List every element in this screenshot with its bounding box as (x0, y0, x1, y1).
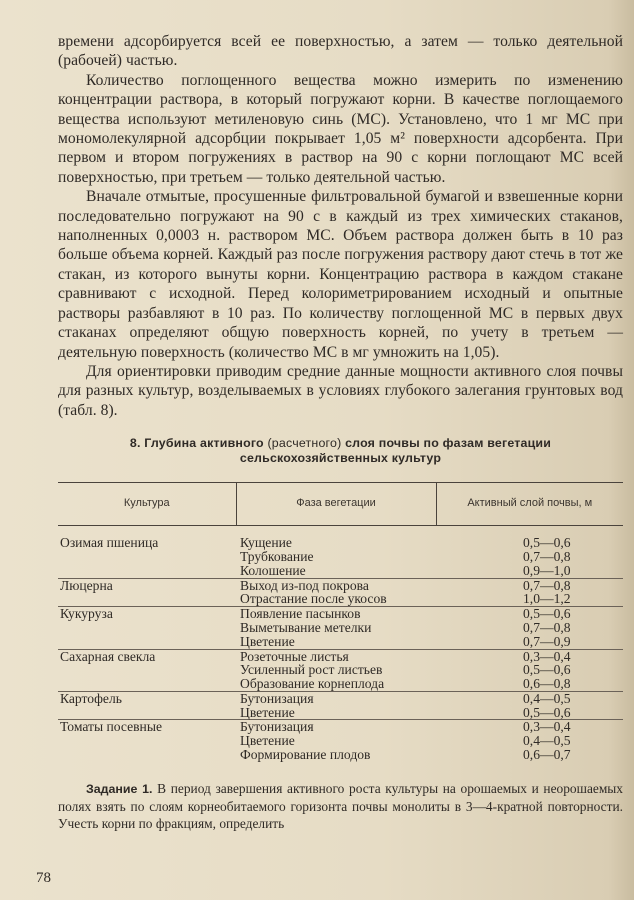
cell-phase: Цветение (240, 704, 295, 720)
table-title-part1: 8. Глубина активного (129, 436, 268, 451)
header-layer: Активный слой почвы, м (436, 483, 623, 526)
cell-crop (58, 621, 236, 635)
cell-phase: Бутонизация (236, 691, 436, 705)
task-text: В период завершения активного роста культуры на орошаемых и неорошаемых полях взять по слоям корнеобитаемого горизонта почвы монолиты в 3—4-кратной повторности. Учесть корни по фракциям, определить (58, 780, 623, 831)
table-row (58, 592, 623, 606)
table-row (58, 734, 623, 748)
table-title-light: (расчетного) (267, 436, 342, 451)
cell-crop (58, 635, 236, 649)
table-row (58, 691, 623, 705)
table-title-part2: слоя почвы по фазам вегетации (341, 436, 552, 451)
cell-crop (58, 550, 236, 564)
cell-layer: 0,5—0,6 (523, 704, 571, 720)
cell-layer: 0,3—0,4 (436, 649, 623, 663)
table-row (58, 748, 623, 762)
table-row (58, 550, 623, 564)
cell-layer: 0,9—1,0 (523, 562, 571, 578)
cell-layer: 0,7—0,8 (523, 548, 571, 564)
page-number: 78 (36, 870, 51, 886)
data-table (58, 482, 623, 762)
table-row (58, 607, 623, 621)
table-body (58, 526, 623, 762)
cell-layer: 1,0—1,2 (523, 591, 571, 607)
table-row (58, 677, 623, 691)
table-header-row (58, 483, 623, 526)
cell-crop: Кукуруза (58, 607, 236, 621)
cell-crop (58, 677, 236, 691)
cell-layer: 0,7—0,8 (523, 619, 571, 635)
cell-phase: Образование корнеплода (240, 676, 385, 692)
cell-phase: Колошение (240, 562, 306, 578)
cell-phase: Цветение (240, 633, 295, 649)
cell-phase: Розеточные листья (236, 649, 436, 663)
cell-layer: 0,5—0,6 (523, 662, 571, 678)
table-row (58, 649, 623, 663)
table-row (58, 706, 623, 720)
cell-phase: Бутонизация (236, 720, 436, 734)
table-row (58, 663, 623, 677)
table-title-line2: сельскохозяйственных культур (239, 451, 442, 466)
cell-layer: 0,7—0,8 (436, 578, 623, 592)
cell-layer: 0,4—0,5 (436, 691, 623, 705)
cell-phase: Выметывание метелки (240, 619, 372, 635)
paragraph-1: времени адсорбируется всей ее поверхностью, а затем — только деятельной (рабочей) частью. (58, 33, 623, 70)
table-row (58, 720, 623, 734)
cell-crop: Люцерна (58, 578, 236, 592)
cell-phase: Кущение (240, 535, 292, 551)
paragraph-4: Для ориентировки приводим средние данные мощности активного слоя почвы для разных культур, возделываемых в условиях глубокого залегания грунтовых вод (табл. 8). (58, 362, 623, 419)
cell-phase: Формирование плодов (240, 747, 371, 763)
cell-crop (58, 706, 236, 720)
cell-crop (58, 748, 236, 762)
task-paragraph (58, 780, 623, 832)
cell-crop (58, 734, 236, 748)
cell-crop: Картофель (58, 691, 236, 705)
table-row (58, 635, 623, 649)
cell-phase: Цветение (240, 733, 295, 749)
cell-phase: Появление пасынков (236, 607, 436, 621)
cell-phase: Трубкование (240, 548, 314, 564)
cell-crop: Озимая пшеница (60, 535, 159, 551)
table-title (58, 436, 623, 466)
table-row (58, 578, 623, 592)
task-label: Задание 1. (86, 781, 153, 796)
cell-layer: 0,7—0,9 (523, 633, 571, 649)
header-phase: Фаза вегетации (236, 483, 436, 526)
cell-layer: 0,5—0,6 (436, 607, 623, 621)
cell-phase: Усиленный рост листьев (240, 662, 383, 678)
cell-phase: Отрастание после укосов (240, 591, 387, 607)
cell-layer: 0,4—0,5 (523, 733, 571, 749)
table-row (58, 621, 623, 635)
cell-layer: 0,6—0,8 (523, 676, 571, 692)
cell-layer: 0,5—0,6 (523, 535, 571, 551)
cell-phase: Выход из-под покрова (236, 578, 436, 592)
page-body (58, 32, 623, 845)
table-row (58, 526, 623, 550)
header-crop: Культура (58, 483, 236, 526)
cell-layer: 0,6—0,7 (523, 747, 571, 763)
cell-crop (58, 564, 236, 578)
cell-layer: 0,3—0,4 (436, 720, 623, 734)
table-row (58, 564, 623, 578)
cell-crop: Сахарная свекла (58, 649, 236, 663)
cell-crop (58, 592, 236, 606)
paragraph-3: Вначале отмытые, просушенные фильтровальной бумагой и взвешенные корни последовательно погружают на 90 с в каждый из трех химических стаканов, наполненных 0,0003 н. раствором МС. Объем раствора должен быть в 10 раз больше объема корней. Каждый раз после погружения раствору дают стечь в тот же стакан, из которого вынуты корни. Концентрацию раствора в каждом стакане сравнивают с исходной. Перед колориметрированием исходный и опытные растворы разбавляют в 10 раз. По количеству поглощенной МС в первых двух стаканах определяют общую поверхность корней, по учету в третьем — деятельную поверхность (количество МС в мг умножить на 1,05). (58, 188, 623, 361)
paragraph-2: Количество поглощенного вещества можно измерить по изменению концентрации раствора, в который погружают корни. В качестве поглощаемого вещества используют метиленовую синь (МС). Установлено, что 1 мг МС при мономолекулярной адсорбции покрывает 1,05 м² поверхности адсорбента. При первом и втором погружениях в раствор на 90 с корни поглощают МС всей поверхностью, при третьем — только деятельной частью. (58, 71, 623, 186)
cell-crop: Томаты посевные (58, 720, 236, 734)
cell-crop (58, 663, 236, 677)
